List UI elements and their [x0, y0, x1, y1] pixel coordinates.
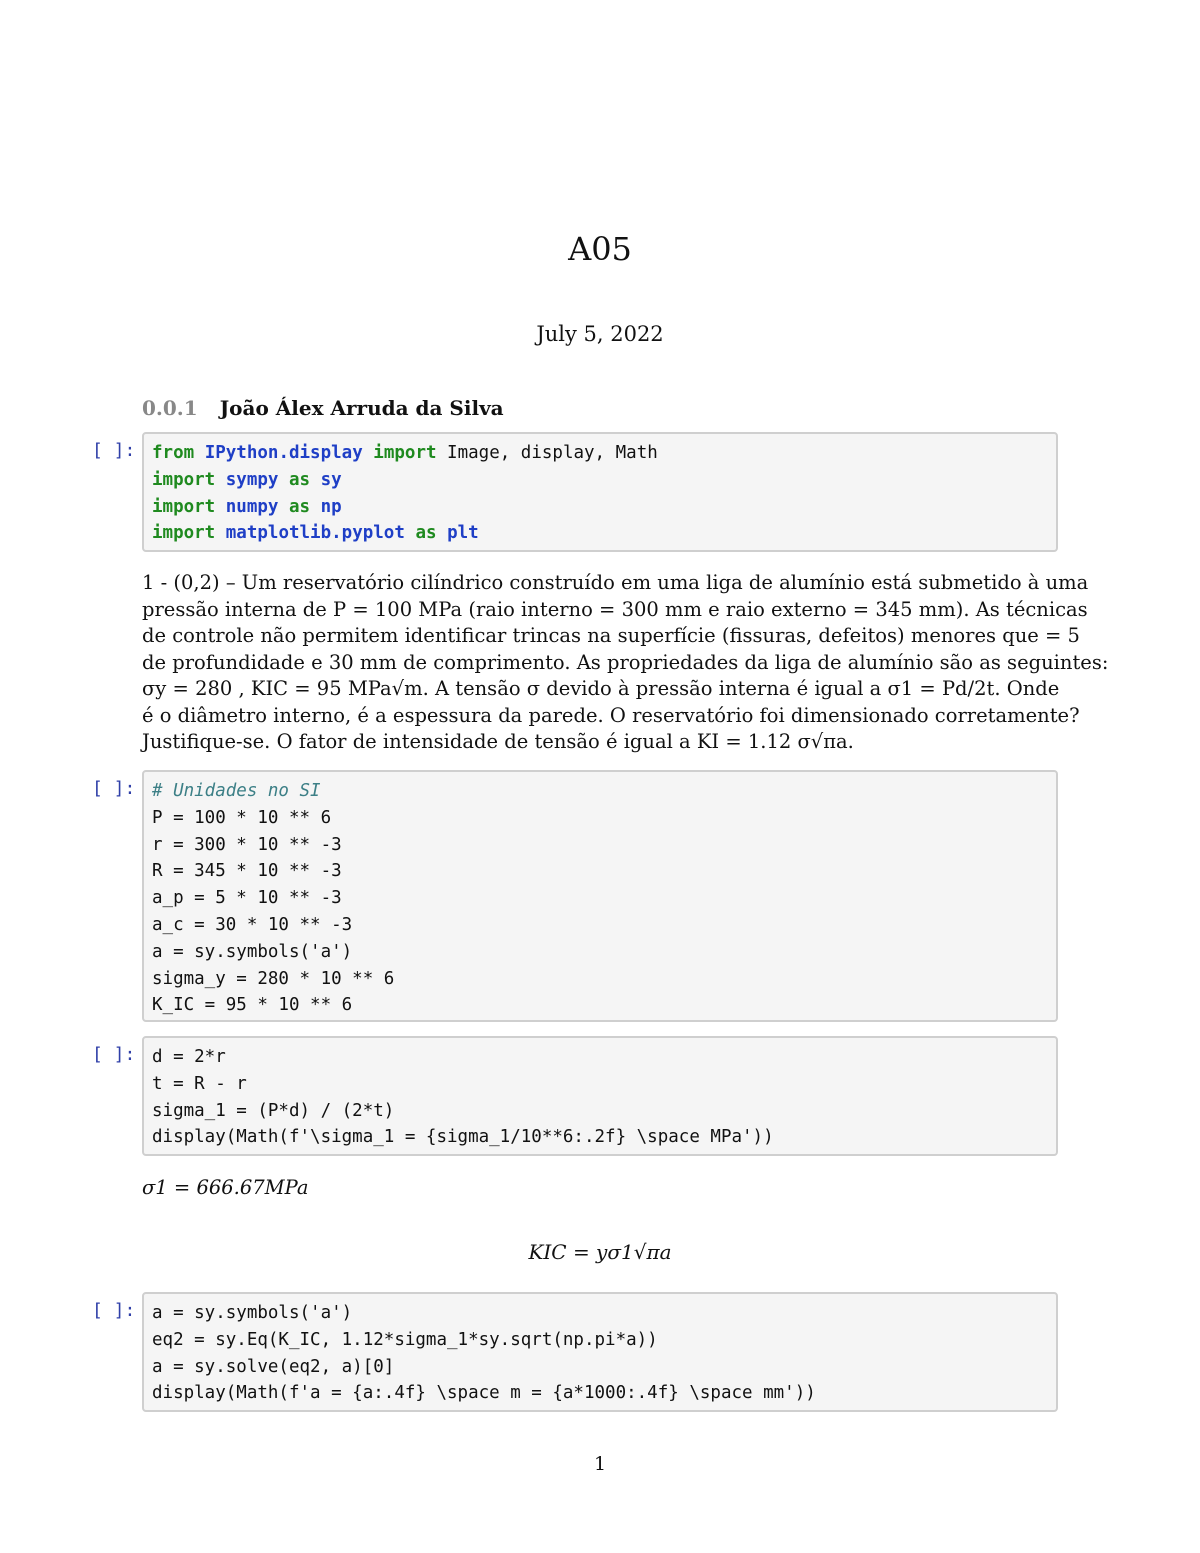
code-cell-imports[interactable] [142, 432, 1058, 552]
cell-prompt: [ ]: [92, 778, 136, 799]
problem-line: de profundidade e 30 mm de comprimento. As propriedades da liga de alumínio são as seguintes: [142, 650, 1109, 674]
code-line: r = 300 * 10 ** -3 [152, 834, 342, 855]
code-line: a = sy.symbols('a') [152, 941, 353, 962]
problem-line: é o diâmetro interno, é a espessura da parede. O reservatório foi dimensionado corretamente? [142, 703, 1080, 727]
code-line: display(Math(f'a = {a:.4f} \space m = {a*1000:.4f} \space mm')) [152, 1383, 816, 1404]
section-number: 0.0.1 [142, 396, 198, 420]
cell-prompt: [ ]: [92, 440, 136, 461]
author-name: João Álex Arruda da Silva [219, 396, 504, 420]
author-heading [142, 396, 504, 420]
document-title: A05 [568, 230, 632, 268]
code-line: K_IC = 95 * 10 ** 6 [152, 995, 353, 1016]
code-line: # Unidades no SI [152, 781, 321, 801]
document-date: July 5, 2022 [536, 322, 664, 346]
code-line: sigma_1 = (P*d) / (2*t) [152, 1100, 395, 1121]
code-line: eq2 = sy.Eq(K_IC, 1.12*sigma_1*sy.sqrt(np.pi*a)) [152, 1329, 658, 1350]
code-line: display(Math(f'\sigma_1 = {sigma_1/10**6:.2f} \space MPa')) [152, 1127, 774, 1148]
problem-line: Justifique-se. O fator de intensidade de tensão é igual a KI = 1.12 σ√πa. [142, 730, 854, 753]
code-line: a_p = 5 * 10 ** -3 [152, 888, 342, 909]
code-line: a = sy.solve(eq2, a)[0] [152, 1356, 395, 1377]
code-cell-solve[interactable] [142, 1292, 1058, 1412]
code-line: a = sy.symbols('a') [152, 1303, 353, 1323]
page-number: 1 [593, 1453, 607, 1475]
code-line: R = 345 * 10 ** -3 [152, 861, 342, 882]
code-line: t = R - r [152, 1073, 247, 1094]
problem-statement [142, 570, 1109, 756]
code-line: import numpy as np [152, 496, 342, 517]
cell-prompt: [ ]: [92, 1044, 136, 1065]
problem-line: pressão interna de P = 100 MPa (raio interno = 300 mm e raio externo = 345 mm). As técnicas [142, 597, 1088, 621]
code-line: import matplotlib.pyplot as plt [152, 523, 479, 544]
code-line: a_c = 30 * 10 ** -3 [152, 914, 353, 935]
problem-line: 1 - (0,2) – Um reservatório cilíndrico construído em uma liga de alumínio está submetido à uma [142, 571, 1089, 594]
output-sigma: σ1 = 666.67MPa [142, 1176, 309, 1199]
code-line: P = 100 * 10 ** 6 [152, 807, 332, 828]
problem-line: σy = 280 , KIC = 95 MPa√m. A tensão σ devido à pressão interna é igual a σ1 = Pd/2t. Onde [142, 677, 1060, 700]
problem-line: de controle não permitem identificar trincas na superfície (fissuras, defeitos) menores que = 5 [142, 624, 1080, 647]
code-line: import sympy as sy [152, 469, 342, 490]
code-cell-sigma[interactable] [142, 1036, 1058, 1156]
code-cell-si-units[interactable] [142, 770, 1058, 1022]
code-line: sigma_y = 280 * 10 ** 6 [152, 968, 395, 989]
cell-prompt: [ ]: [92, 1300, 136, 1321]
equation-kic: KIC = yσ1√πa [528, 1240, 672, 1264]
code-line: d = 2*r [152, 1047, 226, 1067]
code-line: from IPython.display import Image, display, Math [152, 443, 658, 463]
